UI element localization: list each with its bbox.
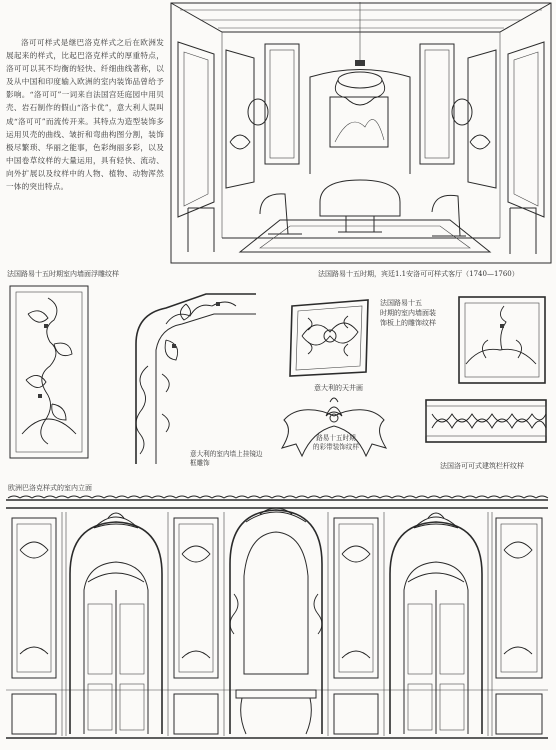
railing-illustration	[424, 398, 548, 444]
rococo-salon-illustration	[170, 2, 552, 264]
caption-ribbon	[306, 434, 366, 452]
caption-wall-panel: 法国路易十五时期室内墙面浮雕纹样	[7, 270, 119, 278]
caption-louis-decor-line1: 法国路易十五	[380, 299, 422, 307]
caption-ribbon-line1: 路易十五时期	[316, 434, 356, 442]
caption-louis-decor-line3: 饰板上的雕饰纹样	[380, 319, 436, 327]
intro-paragraph: 洛可可样式是继巴洛克样式之后在欧洲发展起来的样式，比起巴洛克样式的厚重特点，洛可可以其不均衡的轻快、纤细曲线著称，以及从中国和印度输入欧洲的室内装饰品曾给予影响。“洛可可”一词来自法国宫廷庭园中用贝壳、岩石制作的假山“洛卡优”，意大利人误叫成“洛可可”而流传开来。其特点为造型装饰多运用贝壳的曲线、皱折和弯曲构图分割，装饰极尽繁琐、华丽之能事，色彩绚丽多彩，以及中国卷草纹样的大量运用，具有轻快、流动、向外扩展以及纹样中的人物、植物、动物浑然一体的突出特点。	[6, 38, 164, 192]
louis-decor-panel-illustration	[456, 294, 548, 386]
caption-louis-decor-line2: 时期的室内墙面装	[380, 309, 436, 317]
caption-italian-wall-mirror: 意大利的室内墙上挂镜边框雕饰	[190, 450, 263, 467]
caption-railing: 法国洛可可式建筑栏杆纹样	[440, 462, 524, 470]
caption-elevation: 欧洲巴洛克样式的室内立面	[8, 484, 92, 492]
wall-panel-relief-illustration	[8, 284, 92, 460]
caption-italian-ceiling: 意大利的天井画	[314, 384, 363, 392]
baroque-interior-elevation-illustration	[4, 494, 550, 744]
italian-ceiling-painting-illustration	[286, 296, 374, 380]
caption-ribbon-line2: 的彩带装饰纹样	[312, 443, 360, 451]
ribbon-decoration-illustration	[278, 394, 390, 466]
caption-louis-decor	[380, 298, 436, 328]
italian-wall-mirror-frame-illustration	[126, 284, 266, 468]
caption-salon: 法国路易十五时期，宾廷1.1安洛可可样式客厅（1740—1760）	[318, 270, 519, 278]
